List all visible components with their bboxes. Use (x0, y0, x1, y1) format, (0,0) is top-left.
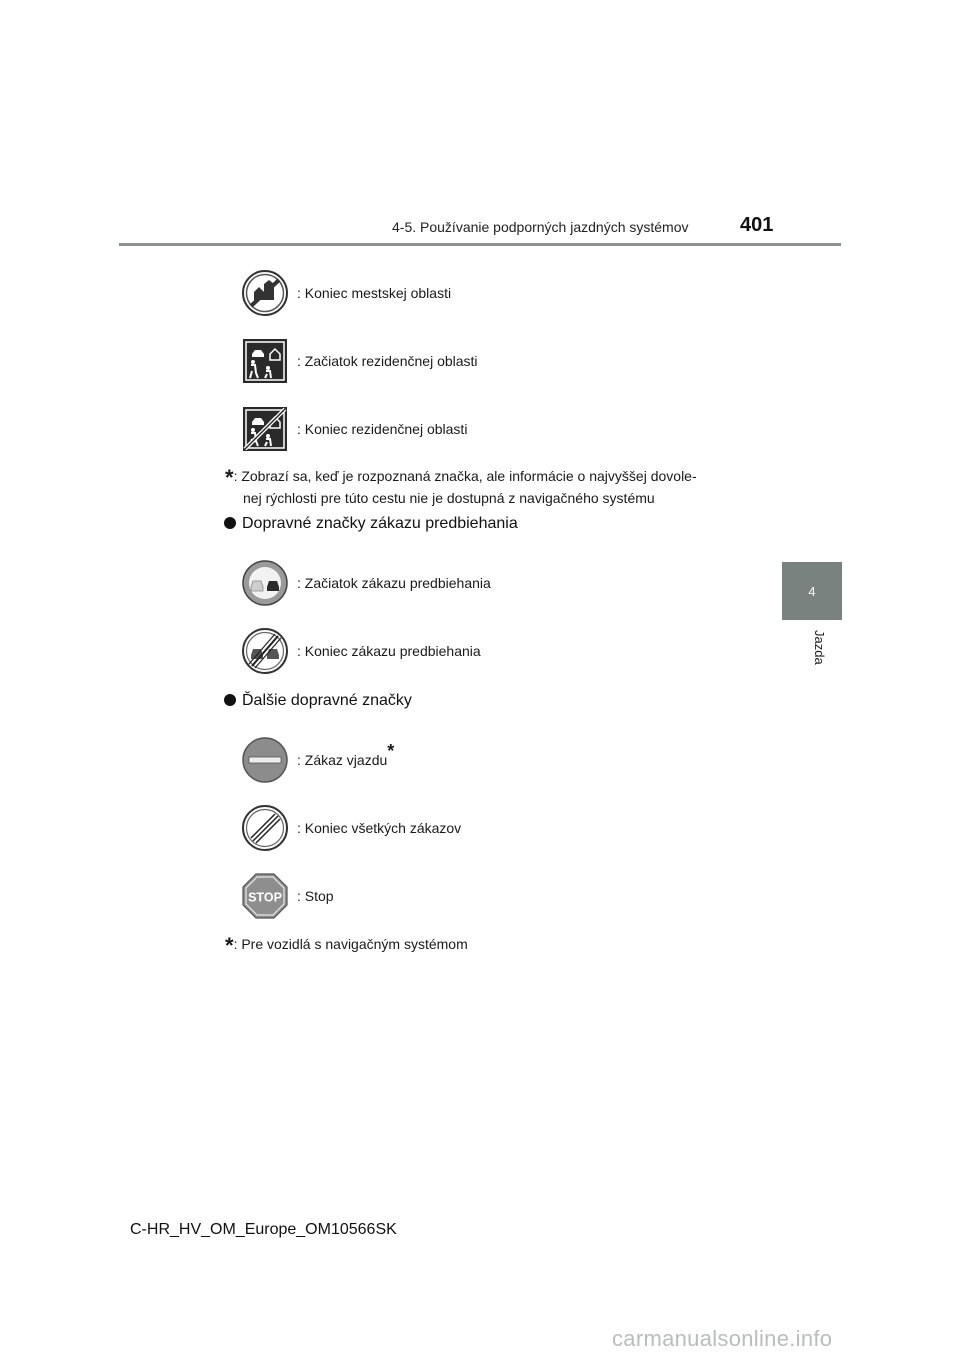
sign-label: : Začiatok zákazu predbiehania (297, 575, 491, 591)
header-section-title: 4-5. Používanie podporných jazdných systémov (392, 219, 689, 235)
bullet-icon (224, 517, 236, 529)
chapter-tab[interactable] (782, 562, 842, 620)
footnote-marker: * (387, 741, 395, 762)
stop-sign-icon (242, 873, 288, 919)
section-title: Dopravné značky zákazu predbiehania (242, 515, 518, 532)
footnote (225, 934, 468, 956)
header-rule (119, 243, 841, 246)
sign-row (242, 737, 782, 783)
section-heading (224, 692, 412, 710)
residential-area-end-sign-icon (242, 406, 288, 452)
sign-label (297, 741, 395, 768)
footnote-text-line1: : Zobrazí sa, keď je rozpoznaná značka, ale informácie o najvyššej dovole- (233, 468, 697, 484)
sign-label: : Stop (297, 888, 334, 904)
section-title: Ďalšie dopravné značky (242, 692, 412, 709)
sign-row (242, 805, 782, 851)
chapter-label: Jazda (812, 630, 827, 665)
sign-label: : Začiatok rezidenčnej oblasti (297, 353, 478, 369)
watermark: carmanualsonline.info (612, 1326, 833, 1351)
sign-label: : Koniec rezidenčnej oblasti (297, 421, 468, 437)
sign-row (242, 338, 782, 384)
footnote (225, 466, 697, 508)
footnote-marker: * (225, 465, 234, 490)
sign-label: : Koniec mestskej oblasti (297, 285, 452, 301)
sign-row (242, 628, 782, 674)
sign-label: : Koniec zákazu predbiehania (297, 643, 481, 659)
chapter-number: 4 (808, 583, 816, 599)
end-of-city-area-sign-icon (242, 270, 288, 316)
bullet-icon (224, 694, 236, 706)
no-overtaking-sign-icon (242, 560, 288, 606)
sign-label: : Koniec všetkých zákazov (297, 820, 462, 836)
footnote-marker: * (225, 933, 234, 958)
sign-row (242, 560, 782, 606)
sign-row (242, 270, 782, 316)
stop-sign-text: STOP (248, 890, 282, 905)
end-no-overtaking-sign-icon (242, 628, 288, 674)
footnote-text-line2: nej rýchlosti pre túto cestu nie je dostupná z navigačného systému (243, 490, 655, 506)
page-number: 401 (740, 214, 774, 236)
sign-row (242, 873, 782, 919)
end-all-restrictions-sign-icon (242, 805, 288, 851)
residential-area-start-sign-icon (242, 338, 288, 384)
sign-label-text: : Zákaz vjazdu (297, 752, 388, 768)
footnote-text: : Pre vozidlá s navigačným systémom (233, 936, 468, 952)
section-heading (224, 515, 518, 533)
no-entry-sign-icon (242, 737, 288, 783)
document-code: C-HR_HV_OM_Europe_OM10566SK (130, 1221, 397, 1238)
sign-row (242, 406, 782, 452)
